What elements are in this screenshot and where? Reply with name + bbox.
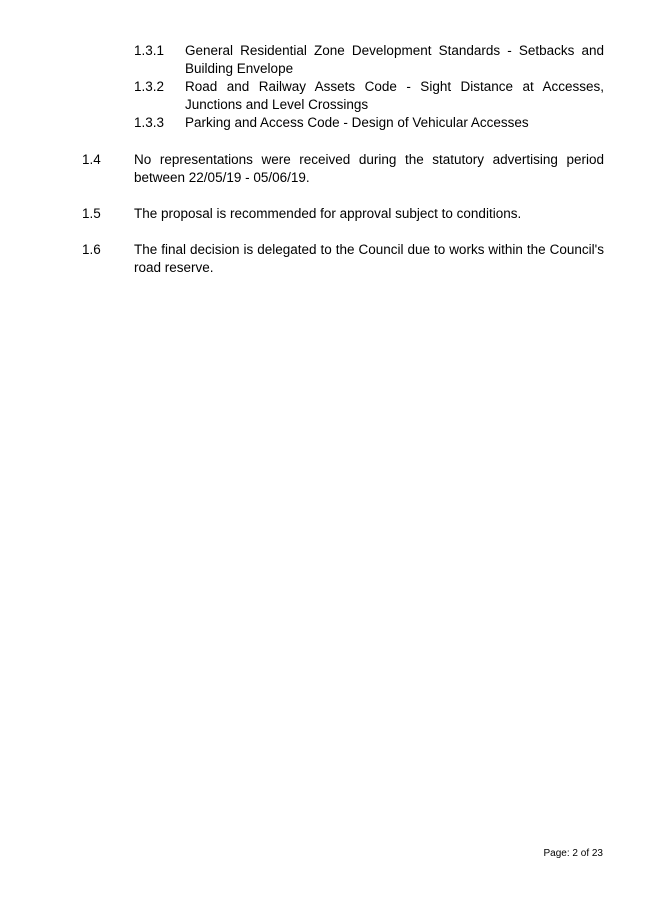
paragraph xyxy=(82,151,604,187)
paragraph-text: The final decision is delegated to the Council due to works within the Council's road reserve. xyxy=(134,242,604,275)
page-number-footer: Page: 2 of 23 xyxy=(543,848,603,859)
subsection-number: 1.3.3 xyxy=(134,115,165,130)
subsection-text: Road and Railway Assets Code - Sight Distance at Accesses, Junctions and Level Crossings xyxy=(185,79,604,112)
subsection-number: 1.3.2 xyxy=(134,79,165,94)
paragraph-text: No representations were received during the statutory advertising period between 22/05/19 - 05/06/19. xyxy=(134,152,604,185)
paragraph-number: 1.4 xyxy=(82,152,101,167)
list-item xyxy=(134,114,604,132)
subsection-text: General Residential Zone Development Standards - Setbacks and Building Envelope xyxy=(185,43,604,76)
paragraph-number: 1.6 xyxy=(82,242,101,257)
list-item xyxy=(134,42,604,78)
paragraph xyxy=(82,241,604,277)
paragraph-text: The proposal is recommended for approval subject to conditions. xyxy=(134,206,522,221)
paragraph xyxy=(82,205,604,223)
subsection-list xyxy=(134,42,604,132)
paragraph-number: 1.5 xyxy=(82,206,101,221)
list-item xyxy=(134,78,604,114)
subsection-text: Parking and Access Code - Design of Vehicular Accesses xyxy=(185,115,529,130)
subsection-number: 1.3.1 xyxy=(134,43,165,58)
